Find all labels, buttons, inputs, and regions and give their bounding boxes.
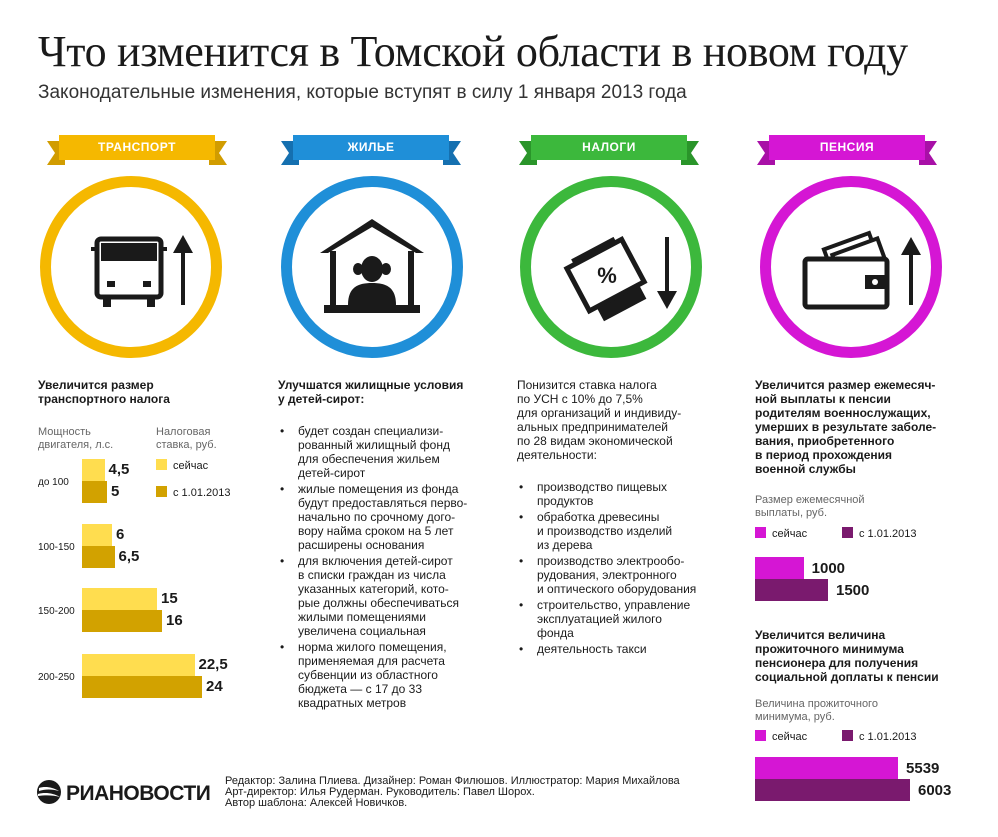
taxes-bullet-4-line-1: • строительство, управление bbox=[537, 598, 691, 612]
transport-col1-header bbox=[38, 426, 113, 452]
housing-list bbox=[278, 424, 488, 710]
legend-swatch-now bbox=[755, 730, 766, 741]
pension-lead-2-line-4: социальной доплаты к пенсии bbox=[755, 670, 939, 684]
legend-new-label: с 1.01.2013 bbox=[859, 528, 917, 540]
house-with-child-icon bbox=[292, 187, 452, 347]
taxes-bullet-2-line-1: • обработка древесины bbox=[537, 510, 660, 524]
housing-bullet-2-line-3: начально по срочному дого- bbox=[298, 510, 456, 524]
page-title: Что изменится в Томской области в новом году bbox=[38, 27, 908, 76]
pension-lead-2-line-1: Увеличится величина bbox=[755, 628, 886, 642]
housing-bullet-3-line-4: рые должны обеспечиваться bbox=[298, 596, 460, 610]
legend-now-label: сейчас bbox=[772, 731, 808, 743]
legend-swatch-new bbox=[842, 730, 853, 741]
housing-bullet-3-line-3: указанных категорий, кото- bbox=[298, 582, 449, 596]
footer-credits-line-2: Арт-директор: Илья Рудерман. Руководитель: Павел Шорох. bbox=[225, 786, 535, 798]
housing-bullet-3-line-1: • для включения детей-сирот bbox=[298, 554, 453, 568]
legend-now-label: сейчас bbox=[772, 528, 808, 540]
ria-novosti-logo bbox=[36, 779, 222, 805]
ribbon-housing bbox=[281, 135, 461, 165]
bus-icon bbox=[51, 187, 211, 347]
housing-bullet-3 bbox=[278, 554, 488, 638]
transport-lead bbox=[38, 378, 238, 406]
taxes-bullet-3-line-3: и оптического оборудования bbox=[537, 582, 697, 596]
housing-bullet-4 bbox=[278, 640, 488, 710]
page-subtitle: Законодательные изменения, которые вступят в силу 1 января 2013 года bbox=[38, 82, 687, 103]
transport-col2-header bbox=[156, 426, 217, 452]
pension-legend1-now bbox=[755, 527, 807, 540]
footer-credits-line-1: Редактор: Залина Плиева. Дизайнер: Роман Филюшов. Иллюстратор: Мария Михайлова bbox=[225, 775, 680, 787]
transport-legend-new bbox=[156, 486, 231, 499]
taxes-bullet-1-line-2: продуктов bbox=[537, 494, 594, 508]
category-label: до 100 bbox=[38, 477, 69, 488]
data-label: 5539 bbox=[906, 760, 940, 777]
pension-chart2-label-line-2: минимума, руб. bbox=[755, 711, 835, 723]
housing-bullet-2-line-4: вору найма сроком на 5 лет bbox=[298, 524, 454, 538]
housing-bullet-4-line-1: • норма жилого помещения, bbox=[298, 640, 447, 654]
pension-lead-2-line-2: прожиточного минимума bbox=[755, 642, 904, 656]
housing-bullet-2-line-1: • жилые помещения из фонда bbox=[298, 482, 459, 496]
housing-bullet-4-line-4: бюджета — с 17 до 33 bbox=[298, 682, 422, 696]
housing-bullet-3-line-2: в списки граждан из числа bbox=[298, 568, 446, 582]
housing-bullet-1-line-1: • будет создан специализи- bbox=[298, 424, 444, 438]
taxes-lead-line-2: по УСН с 10% до 7,5% bbox=[517, 392, 643, 406]
ribbon-pension-label: ПЕНСИЯ bbox=[819, 140, 875, 154]
category-label: 150-200 bbox=[38, 606, 75, 617]
housing-bullet-3-line-5: жилыми помещениями bbox=[298, 610, 426, 624]
legend-swatch-now bbox=[156, 459, 167, 470]
svg-text:%: % bbox=[597, 263, 617, 288]
bar-now bbox=[82, 588, 157, 610]
transport-legend-now bbox=[156, 459, 208, 472]
percent-ticket-icon bbox=[531, 187, 691, 347]
housing-bullet-1-line-2: рованный жилищный фонд bbox=[298, 438, 450, 452]
bar-new bbox=[755, 779, 910, 801]
ribbon-pension bbox=[757, 135, 937, 165]
taxes-text bbox=[517, 378, 727, 658]
housing-bullet-4-line-2: применяемая для расчета bbox=[298, 654, 445, 668]
pension-lead-1-line-4: умерших в результате заболе- bbox=[755, 420, 937, 434]
ribbon-transport-label: ТРАНСПОРТ bbox=[98, 140, 176, 154]
transport-col1-line-2: двигателя, л.с. bbox=[38, 439, 114, 451]
taxes-lead bbox=[517, 378, 727, 462]
housing-circle bbox=[281, 176, 463, 358]
bar-new bbox=[82, 481, 107, 503]
taxes-lead-line-1: Понизится ставка налога bbox=[517, 378, 657, 392]
taxes-bullet-5 bbox=[517, 642, 727, 656]
data-label: 1500 bbox=[836, 582, 870, 599]
ribbon-transport bbox=[47, 135, 227, 165]
bar-now bbox=[82, 654, 195, 676]
pension-chart1-label bbox=[755, 494, 865, 520]
transport-circle bbox=[40, 176, 222, 358]
wallet-icon bbox=[771, 187, 931, 347]
category-label: 200-250 bbox=[38, 672, 75, 683]
pension-lead-2-line-3: пенсионера для получения bbox=[755, 656, 919, 670]
bar-now bbox=[82, 524, 112, 546]
housing-bullet-1-line-3: для обеспечения жильем bbox=[298, 452, 440, 466]
taxes-bullet-4 bbox=[517, 598, 727, 640]
pension-chart2-label bbox=[755, 698, 878, 724]
legend-now-label: сейчас bbox=[173, 460, 209, 472]
taxes-lead-line-6: деятельности: bbox=[517, 448, 597, 462]
pension-lead-1-line-7: военной службы bbox=[755, 462, 856, 476]
legend-new-label: с 1.01.2013 bbox=[859, 731, 917, 743]
pension-lead-1-line-6: в период прохождения bbox=[755, 448, 893, 462]
pension-chart1-label-line-2: выплаты, руб. bbox=[755, 507, 828, 519]
pension-legend2-now bbox=[755, 730, 807, 743]
taxes-bullet-1-line-1: • производство пищевых bbox=[537, 480, 668, 494]
pension-lead-1-line-1: Увеличится размер ежемесяч- bbox=[755, 378, 936, 392]
data-label: 15 bbox=[161, 590, 178, 607]
data-label: 22,5 bbox=[198, 656, 228, 673]
housing-bullet-4-line-3: субвенции из областного bbox=[298, 668, 438, 682]
taxes-bullet-4-line-2: эксплуатацией жилого bbox=[537, 612, 662, 626]
bar-new bbox=[82, 546, 115, 568]
pension-lead-1-line-5: вания, приобретенного bbox=[755, 434, 895, 448]
transport-col2-line-1: Налоговая bbox=[156, 426, 211, 438]
taxes-lead-line-3: для организаций и индивиду- bbox=[517, 406, 682, 420]
data-label: 16 bbox=[166, 612, 183, 629]
pension-circle bbox=[760, 176, 942, 358]
taxes-bullet-2-line-2: и производство изделий bbox=[537, 524, 673, 538]
housing-bullet-2-line-2: будут предоставляться перво- bbox=[298, 496, 468, 510]
taxes-bullet-4-line-3: фонда bbox=[537, 626, 574, 640]
transport-lead-line-1: Увеличится размер bbox=[38, 378, 154, 392]
housing-lead-line-1: Улучшатся жилищные условия bbox=[278, 378, 464, 392]
bar-now bbox=[755, 757, 898, 779]
transport-col1-line-1: Мощность bbox=[38, 426, 91, 438]
ribbon-taxes-label: НАЛОГИ bbox=[582, 140, 636, 154]
taxes-bullet-3 bbox=[517, 554, 727, 596]
pension-legend1-new bbox=[842, 527, 917, 540]
taxes-list bbox=[517, 480, 727, 656]
taxes-bullet-2-line-3: из дерева bbox=[537, 538, 593, 552]
taxes-bullet-1 bbox=[517, 480, 727, 508]
taxes-lead-line-4: альных предпринимателей bbox=[517, 420, 668, 434]
transport-lead-line-2: транспортного налога bbox=[38, 392, 170, 406]
pension-chart2-label-line-1: Величина прожиточного bbox=[755, 698, 878, 710]
legend-swatch-now bbox=[755, 527, 766, 538]
data-label: 6003 bbox=[918, 782, 952, 799]
taxes-lead-line-5: по 28 видам экономической bbox=[517, 434, 673, 448]
footer-credits-line-3: Автор шаблона: Алексей Новичков. bbox=[225, 797, 408, 809]
housing-bullet-2-line-5: расширены основания bbox=[298, 538, 425, 552]
bar-new bbox=[82, 676, 202, 698]
legend-new-label: с 1.01.2013 bbox=[173, 487, 231, 499]
pension-legend2-new bbox=[842, 730, 917, 743]
housing-lead bbox=[278, 378, 488, 406]
taxes-bullet-2 bbox=[517, 510, 727, 552]
transport-col2-line-2: ставка, руб. bbox=[156, 439, 217, 451]
housing-bullet-1-line-4: детей-сирот bbox=[298, 466, 366, 480]
bar-now bbox=[755, 557, 804, 579]
taxes-bullet-3-line-2: рудования, электронного bbox=[537, 568, 677, 582]
data-label: 1000 bbox=[811, 560, 846, 577]
svg-text:РИАНОВОСТИ: РИАНОВОСТИ bbox=[66, 782, 211, 805]
pension-lead-1-line-3: родителям военнослужащих, bbox=[755, 406, 931, 420]
housing-text bbox=[278, 378, 488, 712]
pension-chart1-label-line-1: Размер ежемесячной bbox=[755, 494, 865, 506]
category-label: 100-150 bbox=[38, 542, 75, 553]
taxes-bullet-5-line-1: • деятельность такси bbox=[537, 642, 647, 656]
data-label: 6,5 bbox=[118, 548, 140, 565]
housing-bullet-2 bbox=[278, 482, 488, 552]
bar-new bbox=[755, 579, 828, 601]
taxes-bullet-3-line-1: • производство электрообо- bbox=[537, 554, 685, 568]
housing-bullet-1 bbox=[278, 424, 488, 480]
legend-swatch-new bbox=[842, 527, 853, 538]
housing-bullet-3-line-6: увеличена социальная bbox=[298, 624, 426, 638]
pension-lead-2 bbox=[755, 628, 975, 684]
pension-lead-1-line-2: ной выплаты к пенсии bbox=[755, 392, 891, 406]
taxes-circle bbox=[520, 176, 702, 358]
bar-new bbox=[82, 610, 162, 632]
pension-lead-1 bbox=[755, 378, 975, 476]
data-label: 6 bbox=[116, 526, 125, 543]
data-label: 5 bbox=[111, 483, 120, 500]
footer-credits bbox=[225, 776, 680, 809]
data-label: 4,5 bbox=[108, 461, 130, 478]
legend-swatch-new bbox=[156, 486, 167, 497]
ribbon-taxes bbox=[519, 135, 699, 165]
data-label: 24 bbox=[206, 678, 223, 695]
ribbon-housing-label: ЖИЛЬЕ bbox=[347, 140, 395, 154]
housing-bullet-4-line-5: квадратных метров bbox=[298, 696, 407, 710]
bar-now bbox=[82, 459, 105, 481]
housing-lead-line-2: у детей-сирот: bbox=[278, 392, 365, 406]
